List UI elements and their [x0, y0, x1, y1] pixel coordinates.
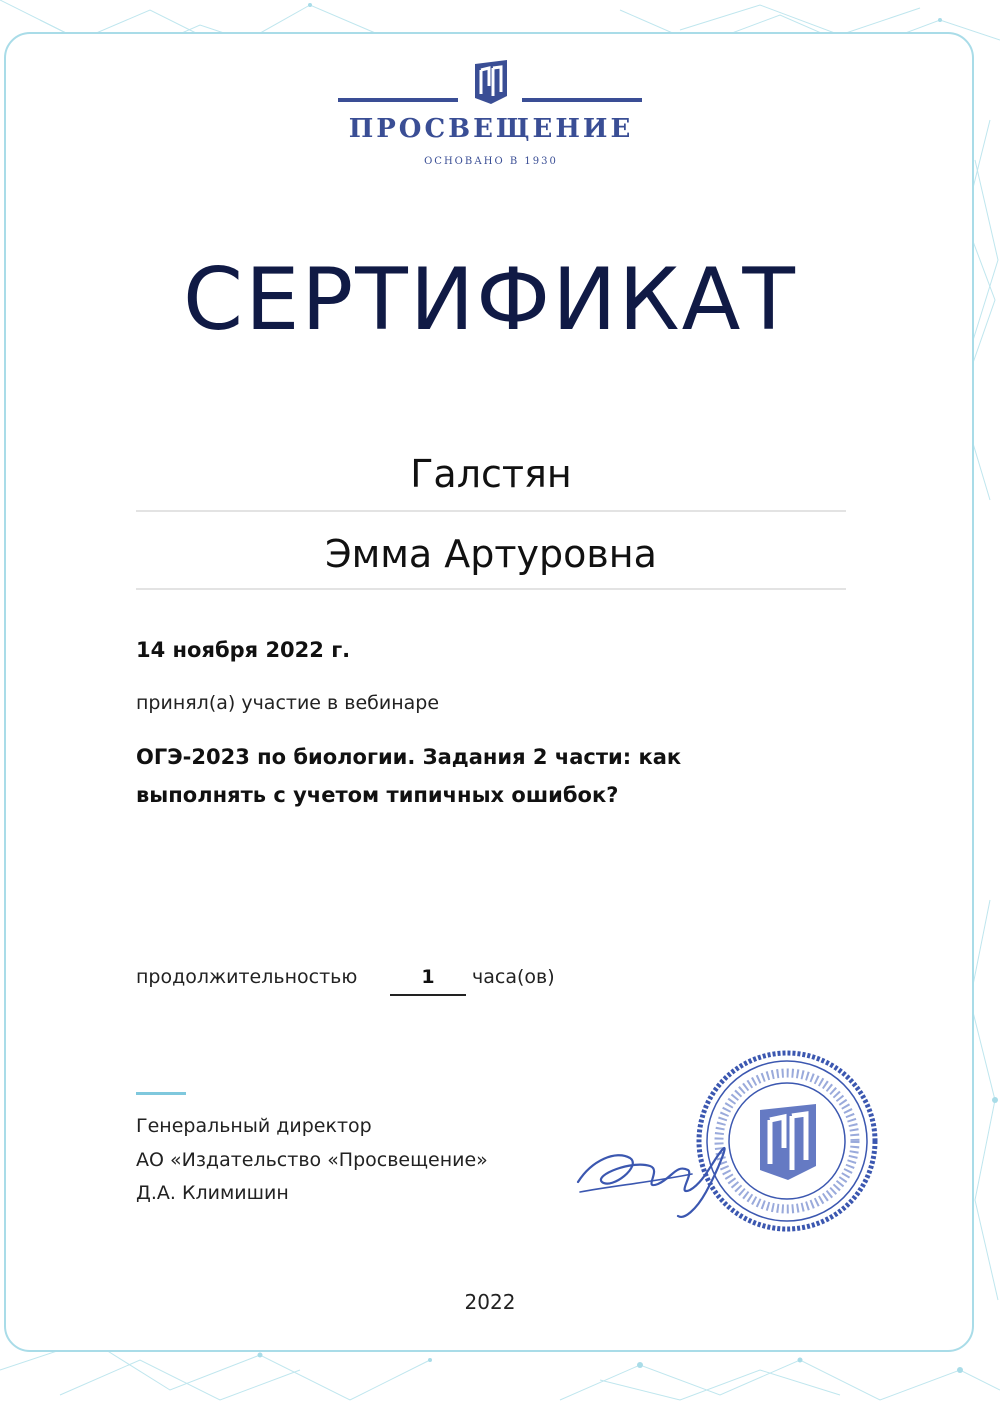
publisher-logo: [336, 58, 646, 174]
duration-label: продолжительностью: [136, 966, 358, 988]
signatory-accent-line: [136, 1092, 186, 1095]
logo-rule-left: [338, 98, 458, 102]
publisher-subtitle: ОСНОВАНО В 1930: [424, 156, 558, 167]
webinar-title: ОГЭ-2023 по биологии. Задания 2 части: как выполнять с учетом типичных ошибок?: [136, 745, 682, 807]
surname-divider: [136, 510, 846, 512]
duration-unit: часа(ов): [472, 966, 555, 988]
participation-text: принял(а) участие в вебинаре: [136, 692, 440, 714]
event-date: 14 ноября 2022 г.: [136, 638, 351, 662]
recipient-surname: Галстян: [410, 452, 572, 496]
recipient-given-names: Эмма Артуровна: [325, 532, 657, 576]
logo-rule-right: [522, 98, 642, 102]
signatory-position: Генеральный директор: [136, 1115, 372, 1137]
certificate-title: СЕРТИФИКАТ: [183, 250, 797, 350]
signatory-name: Д.А. Климишин: [136, 1182, 289, 1204]
certificate-year: 2022: [464, 1290, 516, 1314]
publisher-logo-icon: [471, 58, 511, 106]
publisher-name: ПРОСВЕЩЕНИЕ: [348, 114, 634, 144]
duration-value: 1: [390, 966, 466, 996]
signatory-organization: АО «Издательство «Просвещение»: [136, 1149, 488, 1171]
name-divider: [136, 588, 846, 590]
handwritten-signature-icon: [572, 1120, 742, 1230]
